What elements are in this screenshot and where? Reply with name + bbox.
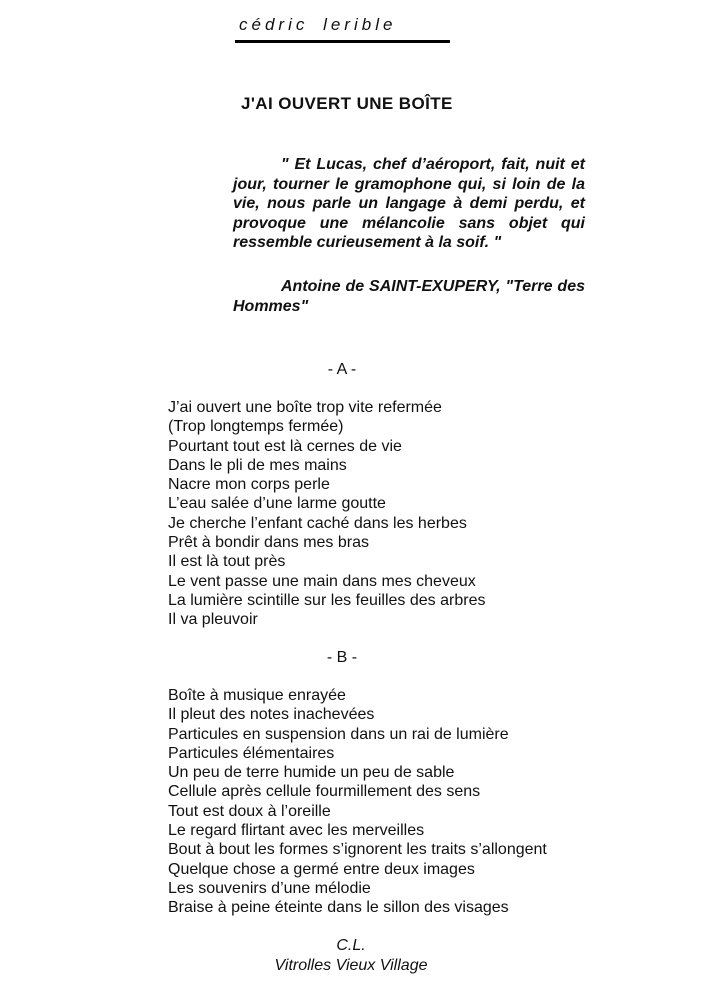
poem-line: Boîte à musique enrayée [168,687,346,704]
stanza-a [168,398,485,630]
poem-line: Il pleut des notes inachevées [168,706,375,724]
poem-line: Braise à peine éteinte dans le sillon des visages [168,899,509,917]
poem-line: Quelque chose a germé entre deux images [168,860,475,878]
poem-line: Particules en suspension dans un rai de lumière [168,725,509,743]
poem-line: Il va pleuvoir [168,611,258,629]
poem-line: Le vent passe une main dans mes cheveux [168,572,476,590]
signature [168,936,534,976]
poem-line: Dans le pli de mes mains [168,456,347,474]
poem-line: Prêt à bondir dans mes bras [168,534,369,552]
poem-line: Particules élémentaires [168,744,335,762]
signature-initials: C.L. [336,937,366,954]
poem-line: Un peu de terre humide un peu de sable [168,764,455,782]
author-header [235,14,450,43]
poem-line: Pourtant tout est là cernes de vie [168,437,402,455]
epigraph-quote: " Et Lucas, chef d’aéroport, fait, nuit et jour, tourner le gramophone qui, si loin de la vie, nous parle un langage à demi perdu, et provoque une mélancolie sans objet qui ressemble curieusement à la soif. " [233,156,585,252]
signature-place: Vitrolles Vieux Village [274,957,428,974]
section-label-a: - A - [327,361,357,378]
poem-line: Je cherche l’enfant caché dans les herbes [168,514,467,532]
stanza-b [168,686,547,918]
poem-line: Il est là tout près [168,553,286,571]
author-name: cédric lerible [239,15,397,34]
poem-line: Tout est doux à l’oreille [168,802,331,820]
poem-line: J’ai ouvert une boîte trop vite refermée [168,399,442,416]
poem-line: L’eau salée d’une larme goutte [168,495,386,513]
poem-title: J'AI OUVERT UNE BOÎTE [241,94,453,113]
poem-line: Cellule après cellule fourmillement des sens [168,783,481,801]
section-label-b: - B - [326,649,358,666]
poem-line: Bout à bout les formes s’ignorent les traits s’allongent [168,841,547,859]
poem-line: (Trop longtemps fermée) [168,418,344,436]
poem-line: Le regard flirtant avec les merveilles [168,822,425,840]
epigraph-attribution: Antoine de SAINT-EXUPERY, "Terre des Hommes" [233,278,585,315]
poem-line: Nacre mon corps perle [168,476,330,494]
poem-line: Les souvenirs d’une mélodie [168,879,371,897]
poem-line: La lumière scintille sur les feuilles des arbres [168,591,486,609]
